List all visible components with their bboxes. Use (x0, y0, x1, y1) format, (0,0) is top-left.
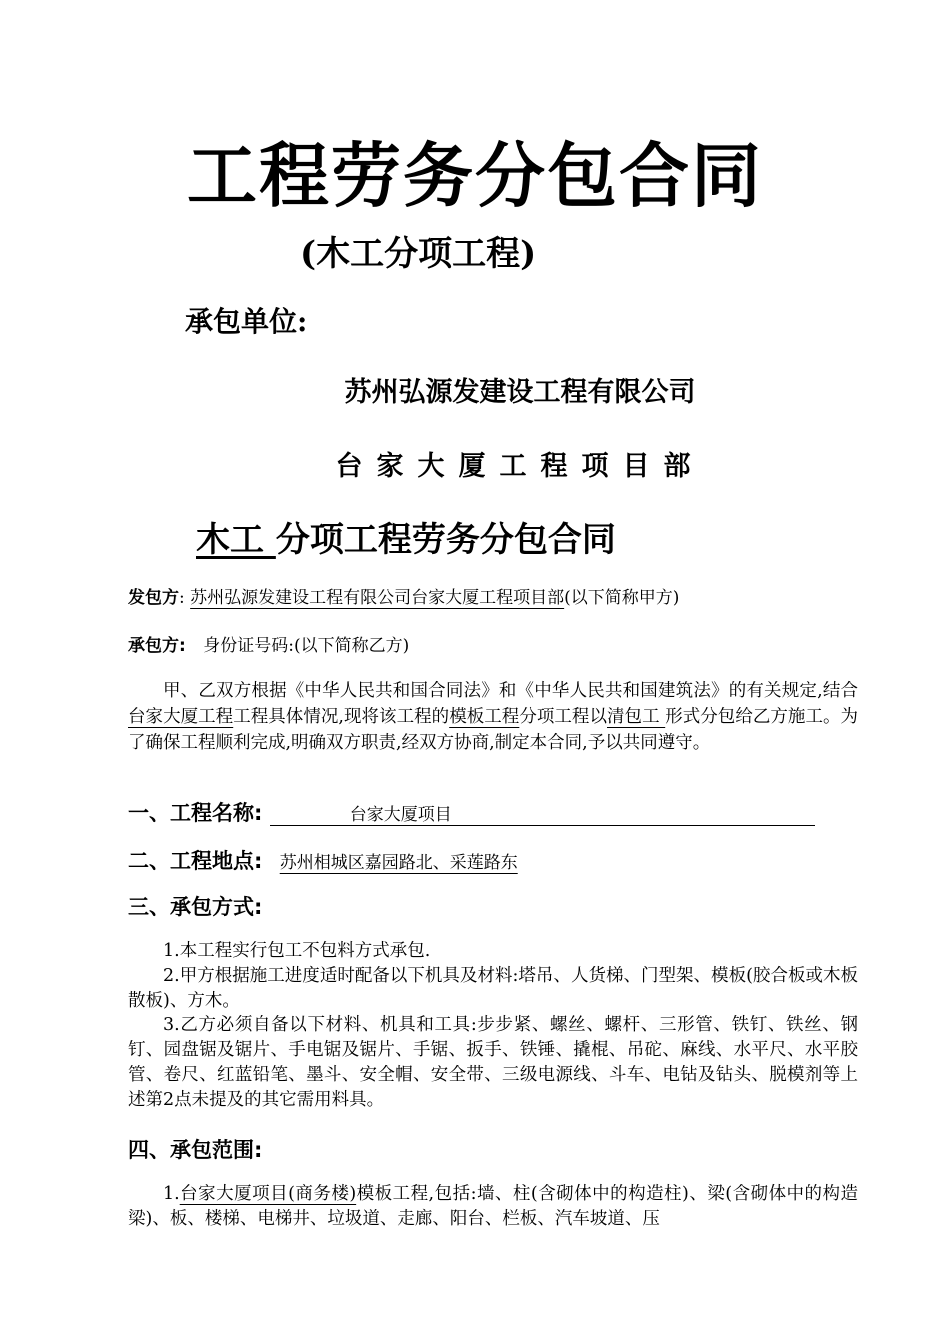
contract-subtitle: (木工分项工程) (300, 234, 537, 274)
section-3-item-1: 1.本工程实行包工不包料方式承包. (163, 941, 431, 961)
section-3-label: 三、承包方式: (128, 895, 263, 919)
section-3-item-2: 2.甲方根据施工进度适时配备以下机具及材料:塔吊、人货梯、门型架、模板(胶合板或木板散板)、方木。 (128, 966, 858, 1011)
contract-title: 工程劳务分包合同 (187, 134, 763, 217)
intro-text-4: 形式分包给乙方施工。为了确保工程顺利完成,明确双方职责,经双方协商,制定本合同,予以共同遵守。 (128, 707, 859, 753)
section-2-value: 苏州相城区嘉园路北、采莲路东 (279, 853, 518, 873)
intro-mode: 清包工 (607, 707, 666, 727)
contract-heading-trade: 木工 (196, 520, 276, 560)
intro-text-1: 甲、乙双方根据《中华人民共和国合同法》和《中华人民共和国建筑法》的有关规定,结合 (163, 681, 858, 701)
contractor-id-text: 身份证号码:(以下简称乙方) (203, 636, 410, 656)
intro-project: 台家大厦工程 (128, 707, 234, 727)
section-2-line (128, 845, 518, 875)
issuer-label: 发包方 (128, 588, 179, 608)
section-3-item-3: 3.乙方必须自备以下材料、机具和工具:步步紧、螺丝、螺杆、三形管、铁钉、铁丝、钢钉、园盘锯及锯片、手电锯及锯片、手锯、扳手、铁锤、撬棍、吊砣、麻线、水平尺、水平胶管、卷尺、红蓝铅笔、墨斗、安全帽、安全带、三级电源线、斗车、电钻及钻头、脱模剂等上述第2点未提及的其它需用料具。 (128, 1015, 858, 1110)
section-4-item-text: 模板工程,包括:墙、柱(含砌体中的构造柱)、梁(含砌体中的构造梁)、板、楼梯、电梯井、垃圾道、走廊、阳台、栏板、汽车坡道、压 (128, 1184, 858, 1229)
section-4-item-1 (128, 1182, 858, 1232)
company-name: 苏州弘源发建设工程有限公司 (344, 377, 696, 408)
issuer-colon: : (179, 588, 191, 608)
issuer-line (128, 583, 679, 608)
project-department: 台家大厦工程项目部 (335, 451, 705, 482)
contractor-label: 承包方: (128, 636, 186, 656)
section-1-label: 一、工程名称: (128, 801, 263, 825)
section-2-label: 二、工程地点: (128, 849, 263, 873)
intro-text-2: 工程具体情况,现将该工程的 (233, 707, 450, 727)
intro-paragraph (128, 678, 858, 756)
contractor-line (128, 631, 409, 656)
contractor-unit-label: 承包单位: (185, 305, 308, 338)
section-4-item-prefix: 1. (163, 1184, 180, 1204)
contract-heading (196, 512, 616, 561)
section-1-value: 台家大厦项目 (270, 800, 815, 826)
contract-heading-rest: 分项工程劳务分包合同 (275, 520, 616, 560)
section-4-item-project: 台家大厦项目(商务楼) (179, 1184, 357, 1204)
issuer-suffix: (以下简称甲方) (564, 588, 680, 608)
section-4-label: 四、承包范围: (128, 1138, 263, 1162)
intro-text-3: 分项工程以 (519, 707, 607, 727)
section-1-line (128, 797, 815, 827)
intro-scope: 模板工程 (449, 707, 520, 727)
issuer-name: 苏州弘源发建设工程有限公司台家大厦工程项目部 (190, 588, 565, 608)
